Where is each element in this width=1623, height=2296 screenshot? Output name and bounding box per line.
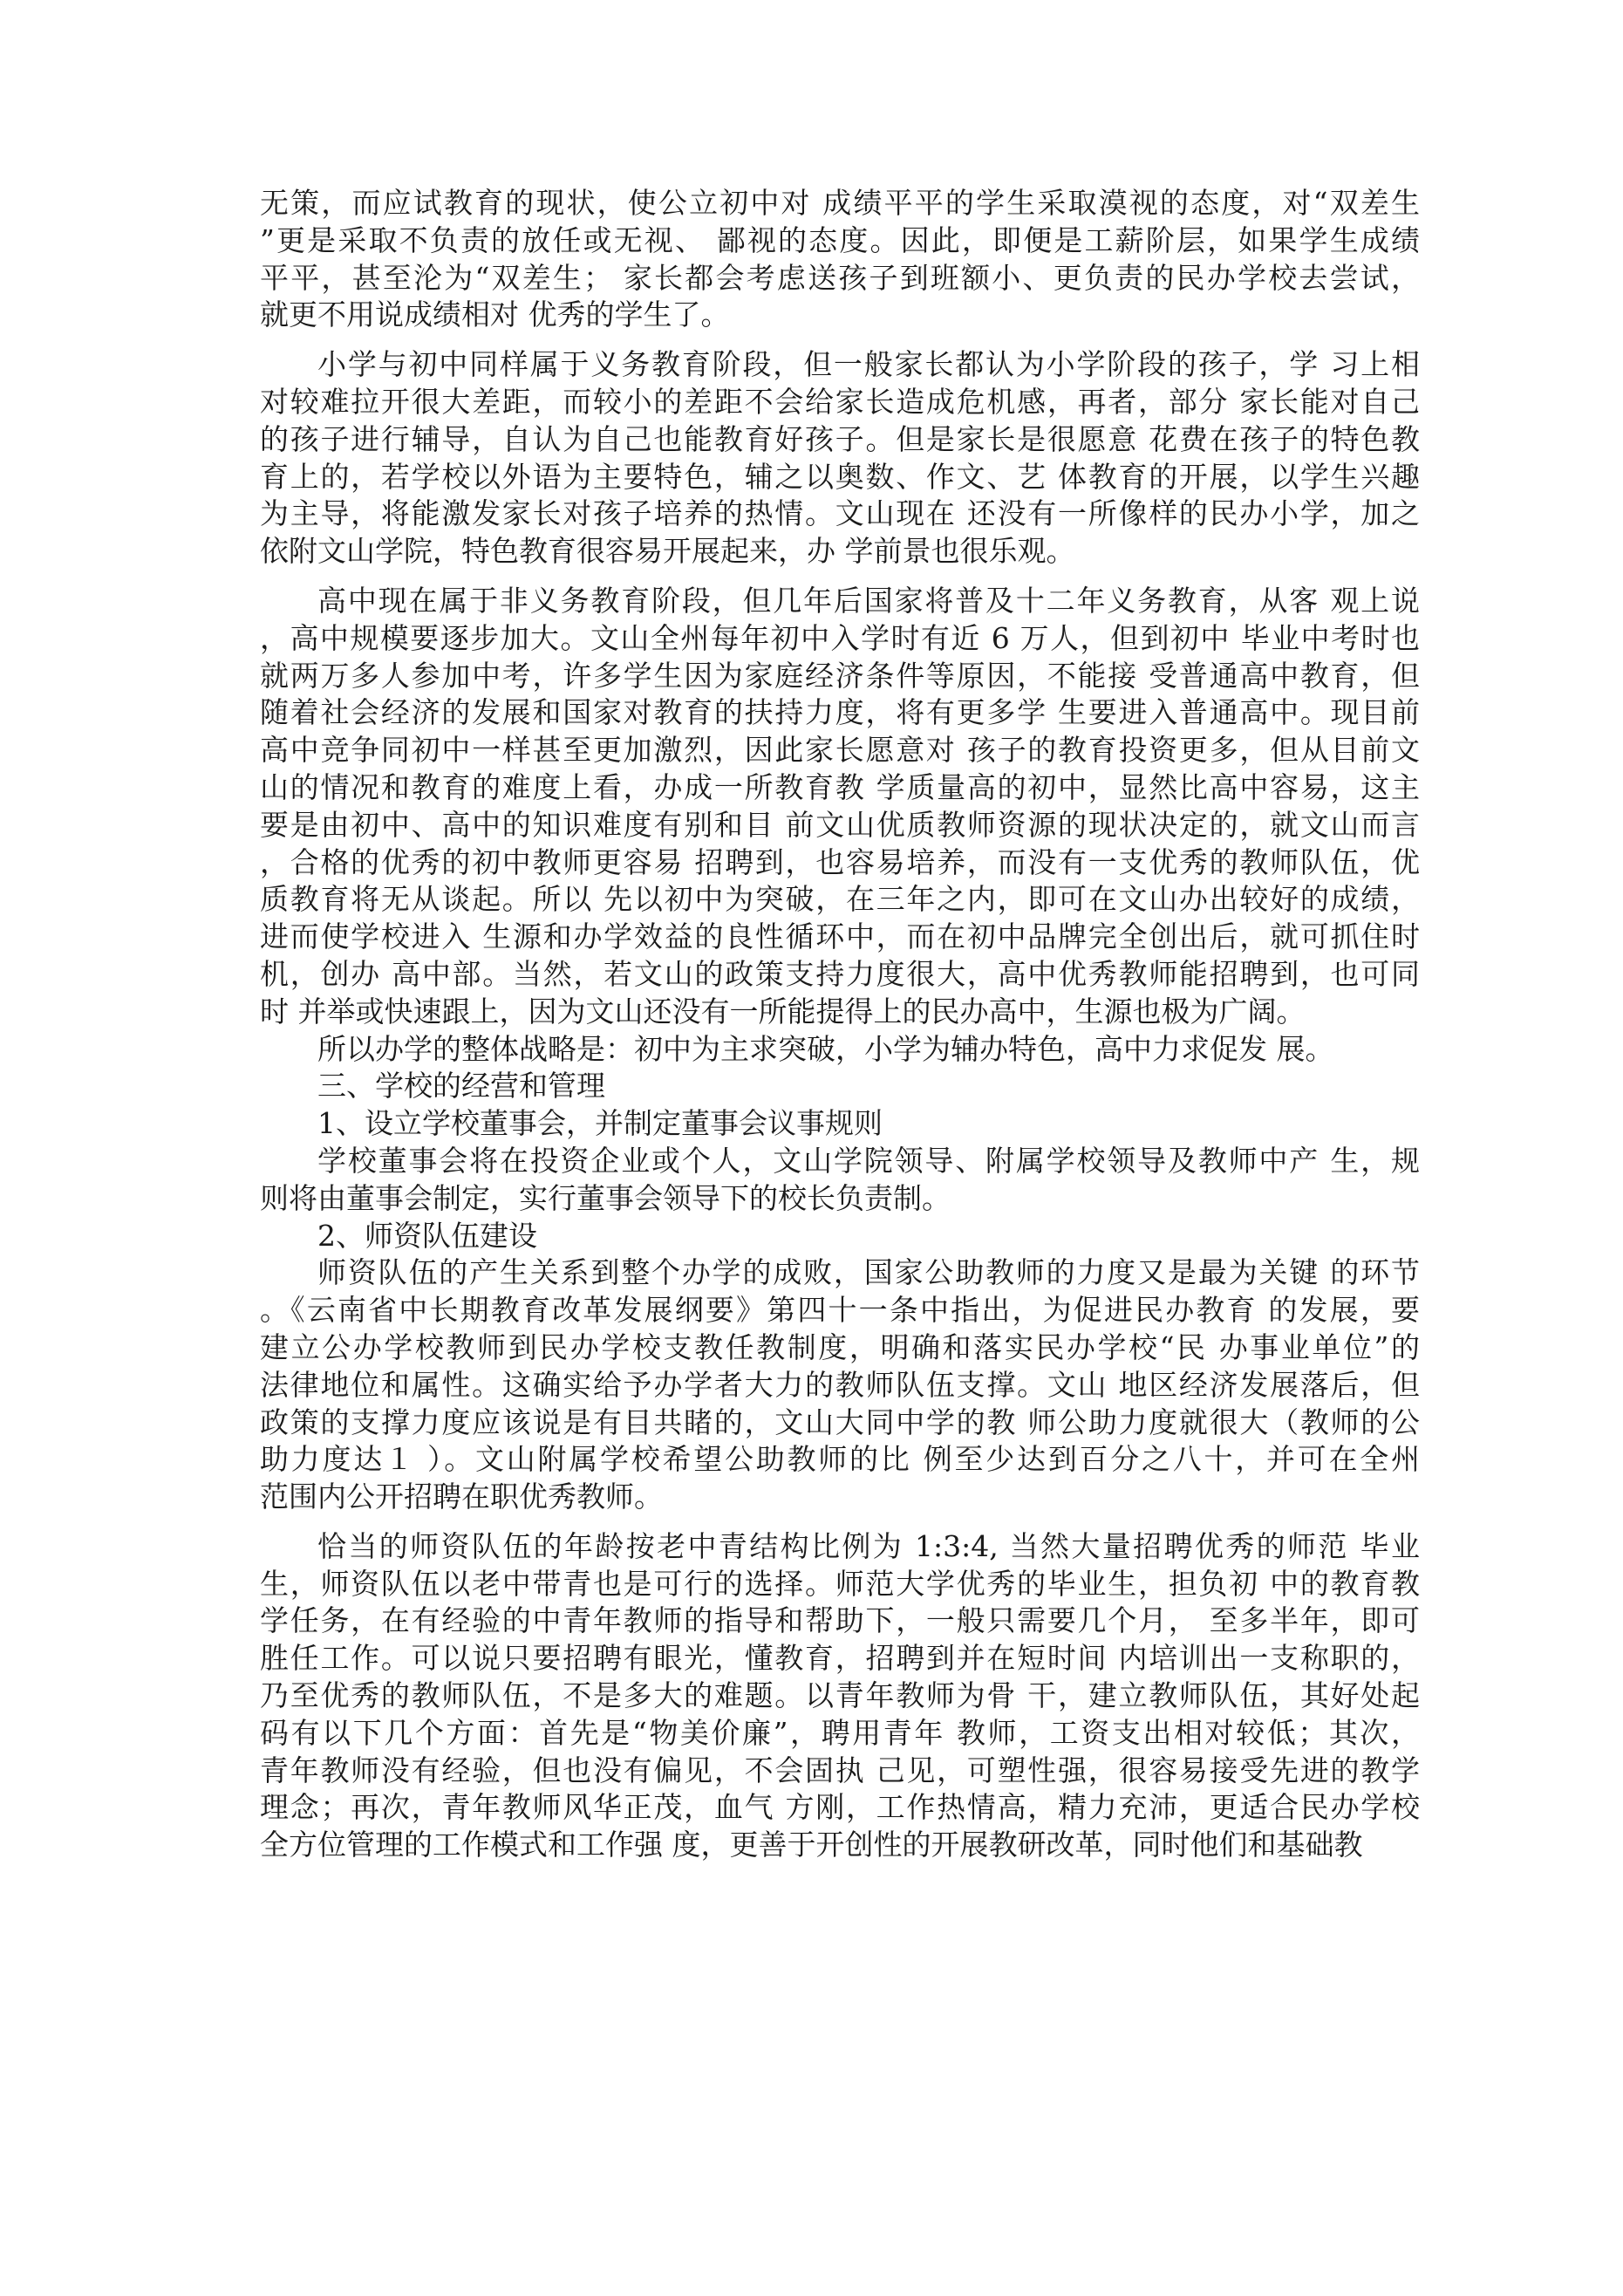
paragraph [260,1528,1420,1864]
text-line: 学校董事会将在投资企业或个人，文山学院领导、附属学校领导及教师中产 生，规 [317,1143,1420,1178]
text-line: 小学与初中同样属于义务教育阶段，但一般家长都认为小学阶段的孩子，学 习上相 [317,347,1420,382]
text-line: 师资队伍的产生关系到整个办学的成败，国家公助教师的力度又是最为关键 的环节 [317,1255,1420,1290]
paragraph [260,1031,1420,1069]
text-line: 恰当的师资队伍的年龄按老中青结构比例为 1:3:4, 当然大量招聘优秀的师范 毕业 [317,1528,1420,1563]
text-line: 学任务，在有经验的中青年教师的指导和帮助下，一般只需要几个月， 至多半年，即可 [260,1603,1420,1638]
text-line: 法律地位和属性。这确实给予办学者大力的教师队伍支撑。文山 地区经济发展落后，但 [260,1367,1420,1402]
heading-text: 1、设立学校董事会，并制定董事会议事规则 [317,1106,883,1141]
text-line: 为主导，将能激发家长对孩子培养的热情。文山现在 还没有一所像样的民办小学，加之 [260,496,1420,531]
text-line: 就更不用说成绩相对 优秀的学生了。 [260,297,730,332]
text-line: 育上的，若学校以外语为主要特色，辅之以奥数、作文、艺 体教育的开展，以学生兴趣 [260,459,1420,494]
text-line: 乃至优秀的教师队伍，不是多大的难题。以青年教师为骨 干，建立教师队伍，其好处起 [260,1678,1420,1713]
text-line: 随着社会经济的发展和国家对教育的扶持力度，将有更多学 生要进入普通高中。现目前 [260,695,1420,730]
text-line: 山的情况和教育的难度上看，办成一所教育教 学质量高的初中，显然比高中容易，这主 [260,769,1420,804]
text-line: ，合格的优秀的初中教师更容易 招聘到，也容易培养，而没有一支优秀的教师队伍，优 [260,844,1420,879]
paragraph [260,346,1420,571]
text-line: 全方位管理的工作模式和工作强 度，更善于开创性的开展教研改革，同时他们和基础教 [260,1828,1363,1862]
paragraph [260,1143,1420,1218]
heading-text: 三、学校的经营和管理 [317,1069,605,1104]
text-line: 质教育将无从谈起。所以 先以初中为突破，在三年之内，即可在文山办出较好的成绩， [260,882,1420,917]
text-line: 机，创办 高中部。当然，若文山的政策支持力度很大，高中优秀教师能招聘到，也可同 [260,956,1420,991]
text-line: 的孩子进行辅导，自认为自己也能教育好孩子。但是家长是很愿意 花费在孩子的特色教 [260,421,1420,456]
text-line: ”更是采取不负责的放任或无视、 鄙视的态度。因此，即便是工薪阶层，如果学生成绩 [260,222,1420,257]
heading-text: 2、师资队伍建设 [317,1218,537,1253]
text-line: 无策，而应试教育的现状，使公立初中对 成绩平平的学生采取漠视的态度，对“双差生 [260,186,1420,220]
paragraph [260,583,1420,1031]
text-line: 时 并举或快速跟上，因为文山还没有一所能提得上的民办高中，生源也极为广阔。 [260,994,1306,1028]
paragraph [260,1254,1420,1516]
document-body [260,185,1420,1864]
text-line: 高中竞争同初中一样甚至更加激烈，因此家长愿意对 孩子的教育投资更多，但从目前文 [260,733,1420,768]
text-line: 对较难拉开很大差距，而较小的差距不会给家长造成危机感，再者，部分 家长能对自己 [260,384,1420,419]
text-line: 要是由初中、高中的知识难度有别和目 前文山优质教师资源的现状决定的，就文山而言 [260,807,1420,842]
text-line: 所以办学的整体战略是：初中为主求突破，小学为辅办特色，高中力求促发 展。 [317,1031,1334,1066]
text-line: 建立公办学校教师到民办学校支教任教制度，明确和落实民办学校“民 办事业单位”的 [260,1329,1420,1364]
text-line: 。《云南省中长期教育改革发展纲要》第四十一条中指出，为促进民办教育 的发展，要 [260,1293,1420,1328]
text-line: 平平，甚至沦为“双差生； 家长都会考虑送孩子到班额小、更负责的民办学校去尝试， [260,260,1420,295]
subsection-heading [260,1218,1420,1255]
text-line: 进而使学校进入 生源和办学效益的良性循环中，而在初中品牌完全创出后，就可抓住时 [260,919,1420,954]
text-line: 码有以下几个方面：首先是“物美价廉”，聘用青年 教师，工资支出相对较低；其次， [260,1715,1420,1750]
text-line: 政策的支撑力度应该说是有目共睹的，文山大同中学的教 师公助力度就很大（教师的公 [260,1404,1420,1439]
paragraph [260,185,1420,334]
text-line: 青年教师没有经验，但也没有偏见，不会固执 己见，可塑性强，很容易接受先进的教学 [260,1753,1420,1787]
text-line: 则将由董事会制定，实行董事会领导下的校长负责制。 [260,1180,951,1215]
text-line: 生，师资队伍以老中带青也是可行的选择。师范大学优秀的毕业生，担负初 中的教育教 [260,1566,1420,1601]
subsection-heading [260,1105,1420,1143]
text-line: ，高中规模要逐步加大。文山全州每年初中入学时有近 6 万人，但到初中 毕业中考时也 [260,620,1420,655]
text-line: 理念；再次，青年教师风华正茂，血气 方刚，工作热情高，精力充沛，更适合民办学校 [260,1790,1420,1825]
text-line: 胜任工作。可以说只要招聘有眼光，懂教育，招聘到并在短时间 内培训出一支称职的， [260,1641,1420,1676]
section-heading [260,1068,1420,1105]
text-line: 依附文山学院，特色教育很容易开展起来，办 学前景也很乐观。 [260,534,1075,569]
text-line: 范围内公开招聘在职优秀教师。 [260,1479,663,1514]
text-line: 就两万多人参加中考，许多学生因为家庭经济条件等原因，不能接 受普通高中教育，但 [260,658,1420,693]
text-line: 高中现在属于非义务教育阶段，但几年后国家将普及十二年义务教育，从客 观上说 [317,583,1420,618]
text-line: 助力度达１ ）。文山附属学校希望公助教师的比 例至少达到百分之八十，并可在全州 [260,1442,1420,1477]
